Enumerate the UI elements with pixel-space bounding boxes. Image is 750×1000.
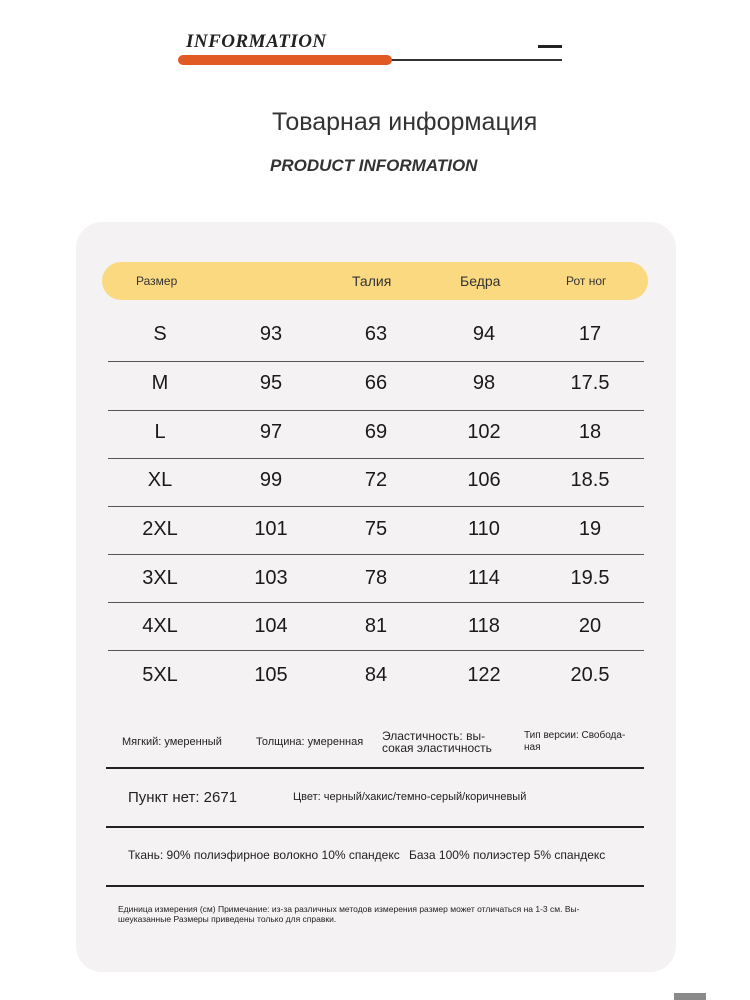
softness-text: Мягкий: умеренный xyxy=(122,736,222,748)
leg-cell: 17 xyxy=(578,323,602,345)
color-text: Цвет: черный/хакис/темно-серый/коричневый xyxy=(293,791,527,803)
header-dash xyxy=(538,45,562,48)
waist-cell: 72 xyxy=(364,469,388,491)
hips-cell: 106 xyxy=(467,469,501,491)
table-row xyxy=(108,310,644,358)
size-cell: 4XL xyxy=(142,615,178,637)
props-divider xyxy=(106,826,644,828)
hips-cell: 114 xyxy=(468,567,500,589)
measurement-note xyxy=(118,904,638,924)
waist-cell: 69 xyxy=(364,421,388,443)
leg-cell: 20.5 xyxy=(570,664,610,686)
table-row xyxy=(108,505,644,553)
waist-cell: 66 xyxy=(364,372,388,394)
header-hips: Бедра xyxy=(460,273,501,289)
size-cell: 2XL xyxy=(142,518,178,540)
table-row xyxy=(108,554,644,602)
value-cell: 104 xyxy=(254,615,288,637)
elasticity-text xyxy=(382,730,492,754)
leg-cell: 18 xyxy=(578,421,602,443)
hips-cell: 118 xyxy=(468,615,500,637)
elasticity-line-2: сокая эластичность xyxy=(382,741,492,755)
waist-cell: 81 xyxy=(364,615,388,637)
props-divider xyxy=(106,885,644,887)
table-row xyxy=(108,456,644,504)
header-waist: Талия xyxy=(352,273,392,289)
leg-cell: 20 xyxy=(578,615,602,637)
size-cell: L xyxy=(154,421,166,443)
header-leg-opening: Рот ног xyxy=(566,274,607,288)
waist-cell: 75 xyxy=(364,518,388,540)
size-cell: M xyxy=(151,372,169,394)
size-cell: S xyxy=(153,323,167,345)
note-line-1: Единица измерения (см) Примечание: из-за различных методов измерения размер может отличаться на 1-3 см. Вы- xyxy=(118,904,580,914)
header-thin-line xyxy=(388,59,562,61)
item-number-text: Пункт нет: 2671 xyxy=(128,789,238,806)
waist-cell: 84 xyxy=(364,664,388,686)
value-cell: 101 xyxy=(254,518,288,540)
table-row xyxy=(108,408,644,456)
fit-type-line-1: Тип версии: Свобода- xyxy=(524,730,626,741)
hips-cell: 122 xyxy=(467,664,501,686)
value-cell: 99 xyxy=(259,469,283,491)
thickness-text: Толщина: умеренная xyxy=(256,736,364,748)
table-header xyxy=(102,262,648,300)
size-cell: XL xyxy=(147,469,173,491)
header-orange-bar xyxy=(178,55,392,65)
leg-cell: 17.5 xyxy=(570,372,610,394)
value-cell: 97 xyxy=(259,421,283,443)
value-cell: 95 xyxy=(259,372,283,394)
title-ru: Товарная информация xyxy=(272,108,538,136)
elasticity-line-1: Эластичность: вы- xyxy=(382,729,486,743)
information-label: INFORMATION xyxy=(186,31,327,52)
leg-cell: 18.5 xyxy=(570,469,610,491)
leg-cell: 19 xyxy=(578,518,602,540)
hips-cell: 94 xyxy=(472,323,496,345)
table-row xyxy=(108,602,644,650)
table-row xyxy=(108,359,644,407)
size-cell: 3XL xyxy=(142,567,178,589)
size-card xyxy=(76,222,676,972)
value-cell: 103 xyxy=(254,567,288,589)
title-en: PRODUCT INFORMATION xyxy=(270,156,478,175)
fit-type-line-2: ная xyxy=(524,742,541,753)
hips-cell: 110 xyxy=(468,518,500,540)
hips-cell: 102 xyxy=(467,421,501,443)
size-cell: 5XL xyxy=(142,664,178,686)
information-header xyxy=(178,28,564,68)
waist-cell: 78 xyxy=(364,567,388,589)
hips-cell: 98 xyxy=(472,372,496,394)
note-line-2: шеуказанные Размеры приведены только для справки. xyxy=(118,914,337,924)
base-text: База 100% полиэстер 5% спандекс xyxy=(409,848,606,862)
fit-type-text xyxy=(524,730,625,754)
props-divider xyxy=(106,767,644,769)
fabric-text: Ткань: 90% полиэфирное волокно 10% спандекс xyxy=(128,848,400,862)
value-cell: 105 xyxy=(254,664,288,686)
value-cell: 93 xyxy=(259,323,283,345)
header-size: Размер xyxy=(136,274,178,288)
waist-cell: 63 xyxy=(364,323,388,345)
scrollbar-handle[interactable] xyxy=(674,993,706,1000)
table-row xyxy=(108,651,644,699)
leg-cell: 19.5 xyxy=(570,567,610,589)
